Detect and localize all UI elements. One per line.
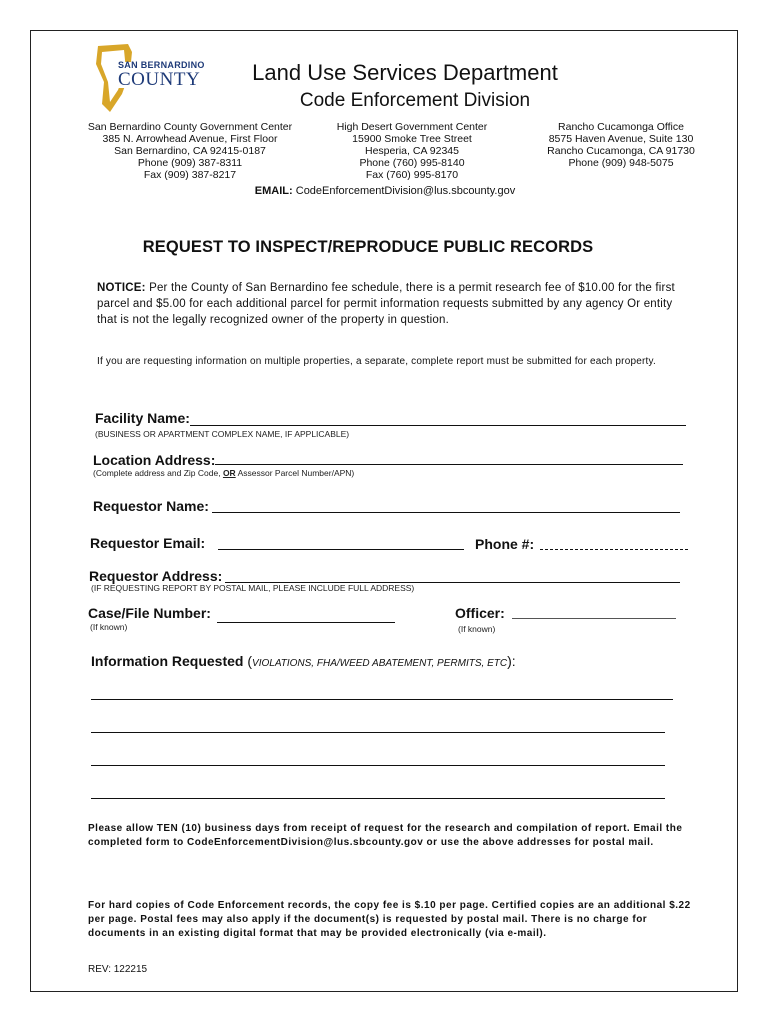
officer-hint: (If known)	[458, 624, 496, 634]
requestor-email-label: Requestor Email:	[90, 535, 206, 551]
processing-time-note: Please allow TEN (10) business days from receipt of request for the research and compilation of report. Email the completed form to CodeEnforcementDivision@lus.sbcounty.gov or use the above addresses for postal mail.	[88, 823, 683, 848]
notice-paragraph	[97, 280, 677, 328]
office-line: San Bernardino County Government Center	[87, 121, 293, 133]
office-line: Fax (760) 995-8170	[365, 169, 459, 181]
office-line: Phone (760) 995-8140	[359, 157, 465, 169]
officer-field[interactable]	[512, 618, 676, 619]
office-line: High Desert Government Center	[336, 121, 488, 133]
requestor-email-field[interactable]	[218, 549, 464, 550]
department-title: Land Use Services Department	[252, 60, 558, 85]
location-hint-or: OR	[222, 468, 236, 478]
location-hint-pre: (Complete address and Zip Code,	[93, 468, 223, 478]
info-requested-label	[91, 653, 516, 669]
requestor-name-field[interactable]	[212, 512, 680, 513]
multiple-properties-note: If you are requesting information on multiple properties, a separate, complete report must be submitted for each property.	[97, 356, 656, 367]
phone-label: Phone #:	[475, 536, 535, 552]
case-number-field[interactable]	[217, 622, 395, 623]
location-address-label: Location Address:	[93, 452, 216, 468]
info-requested-line[interactable]	[91, 765, 665, 766]
office-line: San Bernardino, CA 92415-0187	[114, 145, 266, 157]
info-hint: VIOLATIONS, FHA/WEED ABATEMENT, PERMITS, ETC	[252, 658, 508, 669]
location-address-hint	[93, 468, 354, 478]
office-line: 8575 Haven Avenue, Suite 130	[548, 133, 694, 145]
info-requested-line[interactable]	[91, 699, 673, 700]
info-requested-title: Information Requested	[91, 653, 244, 669]
division-title: Code Enforcement Division	[299, 90, 531, 111]
office-line: Rancho Cucamonga, CA 91730	[547, 145, 695, 157]
case-number-label: Case/File Number:	[88, 605, 211, 621]
facility-name-label: Facility Name:	[95, 410, 190, 426]
facility-name-hint: (BUSINESS OR APARTMENT COMPLEX NAME, IF APPLICABLE)	[95, 429, 350, 439]
notice-text: Per the County of San Bernardino fee schedule, there is a permit research fee of $10.00 for the first parcel and $5.00 for each additional parcel for permit information requests submitted by any agency Or entity that is not the legally recognized owner of the property in question.	[97, 282, 675, 326]
requestor-address-label: Requestor Address:	[89, 568, 223, 584]
contact-email	[0, 185, 770, 197]
info-requested-line[interactable]	[91, 798, 665, 799]
office-line: Fax (909) 387-8217	[143, 169, 237, 181]
notice-label: NOTICE:	[97, 282, 146, 294]
office-line: Phone (909) 948-5075	[568, 157, 674, 169]
info-hint-close: ):	[507, 653, 516, 669]
office-san-bernardino	[80, 121, 300, 181]
office-line: Rancho Cucamonga Office	[558, 121, 684, 133]
phone-field[interactable]	[540, 549, 688, 550]
revision-label: REV: 122215	[88, 964, 148, 975]
page-title: REQUEST TO INSPECT/REPRODUCE PUBLIC RECORDS	[142, 238, 594, 256]
logo-text-top: SAN BERNARDINO	[118, 60, 205, 70]
email-address[interactable]: CodeEnforcementDivision@lus.sbcounty.gov	[292, 185, 516, 197]
info-requested-line[interactable]	[91, 732, 665, 733]
location-address-field[interactable]	[215, 464, 683, 465]
office-line: 15900 Smoke Tree Street	[352, 133, 472, 145]
officer-label: Officer:	[455, 605, 505, 621]
office-rancho-cucamonga	[536, 121, 706, 169]
requestor-address-hint: (IF REQUESTING REPORT BY POSTAL MAIL, PLEASE INCLUDE FULL ADDRESS)	[91, 583, 415, 593]
office-line: Phone (909) 387-8311	[137, 157, 243, 169]
office-hesperia	[312, 121, 512, 181]
location-hint-post: Assessor Parcel Number/APN)	[235, 468, 355, 478]
office-line: Hesperia, CA 92345	[365, 145, 459, 157]
email-label: EMAIL:	[254, 185, 293, 197]
info-hint-open: (	[243, 653, 253, 669]
county-logo	[88, 42, 218, 116]
logo-text-bottom: COUNTY	[118, 69, 201, 90]
copy-fee-note: For hard copies of Code Enforcement records, the copy fee is $.10 per page. Certified copies are an additional $.22 per page. Postal fees may also apply if the document(s) is requested by postal mail. There is no charge for documents in an existing digital format that may be provided electronically (via e-mail).	[88, 900, 691, 939]
office-line: 385 N. Arrowhead Avenue, First Floor	[102, 133, 278, 145]
requestor-name-label: Requestor Name:	[93, 498, 209, 514]
case-number-hint: (If known)	[90, 622, 128, 632]
facility-name-field[interactable]	[190, 425, 686, 426]
